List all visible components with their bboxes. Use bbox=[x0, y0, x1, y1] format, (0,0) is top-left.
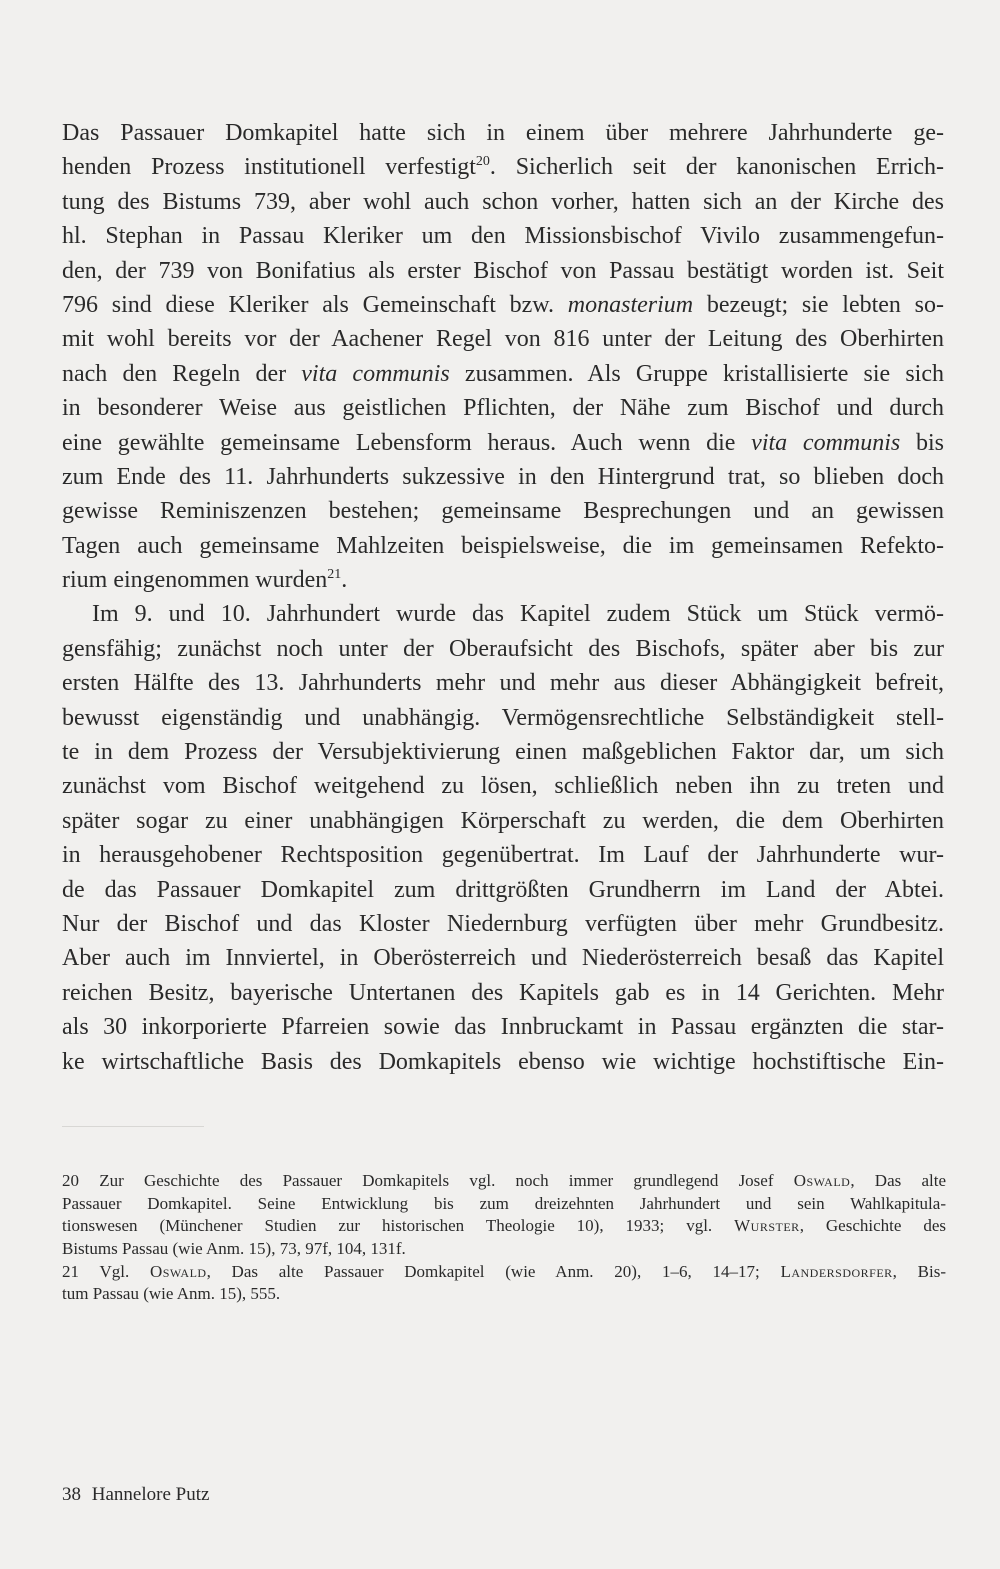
body-line bbox=[62, 735, 944, 769]
body-line bbox=[62, 357, 944, 391]
text-run: als 30 inkorporierte Pfarreien sowie das Innbruckamt in Passau ergänzten die star- bbox=[62, 1014, 944, 1041]
text-run: in herausgehobener Rechtsposition gegenübertrat. Im Lauf der Jahrhunderte wur- bbox=[62, 842, 944, 869]
author-name: Oswald bbox=[149, 1261, 207, 1281]
text-run: zunächst vom Bischof weitgehend zu lösen, schließlich neben ihn zu treten und bbox=[62, 773, 944, 800]
running-footer-author: Hannelore Putz bbox=[91, 1484, 210, 1505]
body-line bbox=[62, 701, 944, 735]
text-run: Tagen auch gemeinsame Mahlzeiten beispielsweise, die im gemeinsamen Refekto- bbox=[62, 532, 944, 559]
footnote-line bbox=[62, 1193, 946, 1216]
text-run: Im 9. und 10. Jahrhundert wurde das Kapitel zudem Stück um Stück vermö- bbox=[92, 601, 944, 628]
text-run: den, der 739 von Bonifatius als erster Bischof von Passau bestätigt worden ist. Seit bbox=[62, 257, 944, 284]
text-run: eine gewählte gemeinsame Lebensform heraus. Auch wenn die bbox=[62, 429, 752, 456]
italic-term: vita communis bbox=[301, 360, 450, 387]
text-run: ke wirtschaftliche Basis des Domkapitels ebenso wie wichtige hochstiftische Ein- bbox=[62, 1048, 944, 1075]
body-line bbox=[62, 288, 944, 322]
body-line bbox=[62, 391, 944, 425]
text-run: tung des Bistums 739, aber wohl auch schon vorher, hatten sich an der Kirche des bbox=[62, 188, 944, 215]
text-run: tionswesen (Münchener Studien zur historischen Theologie 10), 1933; vgl. bbox=[62, 1216, 735, 1236]
body-line bbox=[62, 838, 944, 872]
text-run: , Das alte Passauer Domkapitel (wie Anm. 20), 1–6, 14–17; bbox=[206, 1261, 781, 1281]
footnote-separator bbox=[62, 1126, 204, 1127]
body-line bbox=[62, 460, 944, 494]
text-run: gewisse Reminiszenzen bestehen; gemeinsame Besprechungen und an gewissen bbox=[62, 498, 944, 525]
footnote-reference: 21 bbox=[327, 567, 342, 583]
body-line bbox=[62, 529, 944, 563]
footnote-line bbox=[62, 1170, 946, 1193]
body-line bbox=[62, 769, 944, 803]
text-run: bezeugt; sie lebten so- bbox=[693, 291, 944, 318]
text-run: Aber auch im Innviertel, in Oberösterreich und Niederösterreich besaß das Kapitel bbox=[62, 945, 944, 972]
body-line bbox=[62, 426, 944, 460]
body-line bbox=[62, 976, 944, 1010]
text-run: gensfähig; zunächst noch unter der Oberaufsicht des Bischofs, später aber bis zur bbox=[62, 635, 944, 662]
footnote-line bbox=[62, 1261, 946, 1284]
body-line bbox=[62, 1010, 944, 1044]
footnotes-block bbox=[62, 1170, 946, 1306]
text-run: bis bbox=[900, 429, 945, 456]
text-run: henden Prozess institutionell verfestigt bbox=[62, 154, 476, 181]
body-line bbox=[62, 597, 944, 631]
text-run: Nur der Bischof und das Kloster Niedernburg verfügten über mehr Grundbesitz. bbox=[62, 910, 944, 937]
body-line bbox=[62, 494, 944, 528]
text-run: , Geschichte des bbox=[799, 1216, 946, 1236]
text-run: hl. Stephan in Passau Kleriker um den Missionsbischof Vivilo zusammengefun- bbox=[62, 223, 944, 250]
text-run: zum Ende des 11. Jahrhunderts sukzessive in den Hintergrund trat, so blieben doch bbox=[62, 463, 944, 490]
body-line bbox=[62, 941, 944, 975]
main-text-block bbox=[62, 116, 944, 1079]
text-run: Bistums Passau (wie Anm. 15), 73, 97f, 104, 131f. bbox=[62, 1239, 406, 1259]
body-line bbox=[62, 219, 944, 253]
text-run: nach den Regeln der bbox=[62, 360, 302, 387]
italic-term: monasterium bbox=[567, 291, 694, 318]
text-run: bewusst eigenständig und unabhängig. Vermögensrechtliche Selbständigkeit stell- bbox=[62, 704, 944, 731]
footnote-line bbox=[62, 1283, 946, 1306]
text-run: mit wohl bereits vor der Aachener Regel von 816 unter der Leitung des Oberhirten bbox=[62, 326, 944, 353]
body-line bbox=[62, 185, 944, 219]
text-run: 20 Zur Geschichte des Passauer Domkapitels vgl. noch immer grundlegend Josef bbox=[62, 1171, 794, 1190]
footnote-line bbox=[62, 1238, 946, 1261]
page-number: 38 bbox=[62, 1484, 81, 1505]
text-run: te in dem Prozess der Versubjektivierung einen maßgeblichen Faktor dar, um sich bbox=[62, 739, 944, 766]
body-line bbox=[62, 1045, 944, 1079]
text-run: tum Passau (wie Anm. 15), 555. bbox=[62, 1284, 281, 1304]
body-line bbox=[62, 632, 944, 666]
text-run: . bbox=[341, 567, 348, 594]
text-run: Das Passauer Domkapitel hatte sich in einem über mehrere Jahrhunderte ge- bbox=[62, 120, 944, 146]
text-run: in besonderer Weise aus geistlichen Pflichten, der Nähe zum Bischof und durch bbox=[62, 395, 944, 422]
text-run: , Bis- bbox=[892, 1261, 947, 1281]
body-line bbox=[62, 150, 944, 184]
text-run: . Sicherlich seit der kanonischen Errich- bbox=[489, 154, 944, 181]
body-line bbox=[62, 322, 944, 356]
footnote-line bbox=[62, 1215, 946, 1238]
body-line bbox=[62, 907, 944, 941]
author-name: Landersdorfer bbox=[780, 1261, 893, 1281]
body-line bbox=[62, 666, 944, 700]
footnote-reference: 20 bbox=[475, 154, 490, 170]
body-line bbox=[62, 873, 944, 907]
body-line bbox=[62, 254, 944, 288]
body-line bbox=[62, 116, 944, 150]
text-run: , Das alte bbox=[850, 1171, 946, 1190]
author-name: Oswald bbox=[793, 1171, 851, 1190]
text-run: ersten Hälfte des 13. Jahrhunderts mehr und mehr aus dieser Abhängigkeit befreit, bbox=[62, 670, 944, 697]
text-run: rium eingenommen wurden bbox=[62, 567, 328, 594]
italic-term: vita communis bbox=[751, 429, 901, 456]
body-line bbox=[62, 563, 944, 597]
page-footer bbox=[62, 1484, 209, 1506]
text-run: 21 Vgl. bbox=[62, 1261, 150, 1281]
text-run: später sogar zu einer unabhängigen Körperschaft zu werden, die dem Oberhirten bbox=[62, 807, 944, 834]
text-run: reichen Besitz, bayerische Untertanen des Kapitels gab es in 14 Gerichten. Mehr bbox=[62, 979, 944, 1006]
author-name: Wurster bbox=[734, 1216, 800, 1236]
text-run: 796 sind diese Kleriker als Gemeinschaft bzw. bbox=[62, 291, 568, 318]
text-run: de das Passauer Domkapitel zum drittgrößten Grundherrn im Land der Abtei. bbox=[62, 876, 944, 903]
text-run: Passauer Domkapitel. Seine Entwicklung bis zum dreizehnten Jahrhundert und sein Wahlkapitula- bbox=[62, 1193, 946, 1213]
text-run: zusammen. Als Gruppe kristallisierte sie sich bbox=[449, 360, 944, 387]
body-line bbox=[62, 804, 944, 838]
